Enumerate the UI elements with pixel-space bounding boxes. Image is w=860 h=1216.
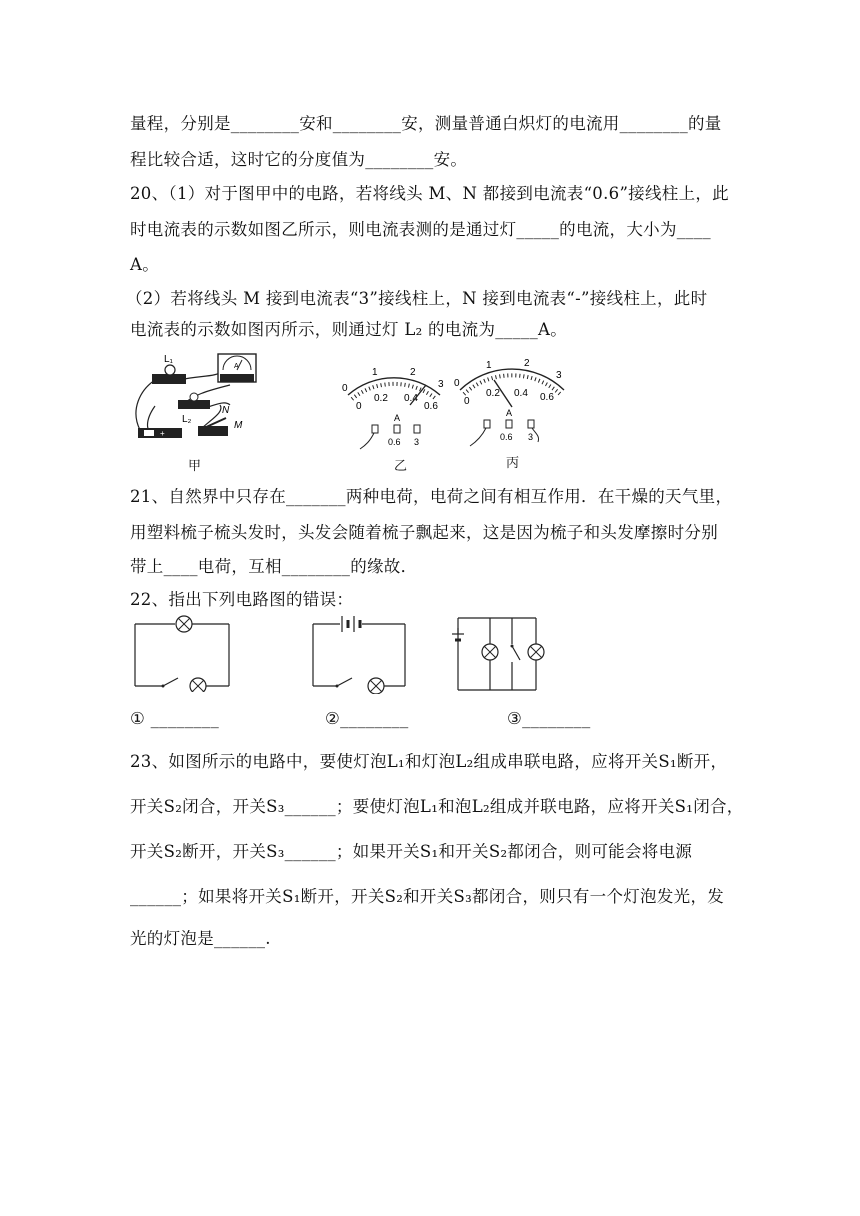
- circuit-diagram-2: [308, 612, 410, 694]
- q21-line-2: 用塑料梳子梳头发时，头发会随着梳子飘起来，这是因为梳子和头发摩擦时分别: [130, 523, 718, 542]
- q20-part2-line-2: 电流表的示数如图丙所示，则通过灯 L₂ 的电流为_____A。: [130, 320, 568, 339]
- svg-text:0.6: 0.6: [424, 401, 438, 412]
- q19-line-1: 量程，分别是________安和________安，测量普通白炽灯的电流用________的量: [130, 114, 722, 133]
- svg-text:3: 3: [556, 370, 562, 381]
- svg-text:1: 1: [486, 360, 492, 371]
- svg-text:0.2: 0.2: [486, 388, 500, 399]
- svg-text:2: 2: [524, 358, 530, 369]
- circuit-diagram-1: [130, 612, 232, 692]
- q23-line-1: 23、如图所示的电路中，要使灯泡L₁和灯泡L₂组成串联电路，应将开关S₁断开，: [130, 752, 728, 771]
- q23-line-5: 光的灯泡是______.: [130, 929, 271, 948]
- svg-text:0: 0: [464, 396, 470, 407]
- label-l2: L₂: [182, 414, 192, 425]
- label-m: M: [234, 420, 243, 431]
- q23-line-2: 开关S₂闭合，开关S₃______；要使灯泡L₁和泡L₂组成并联电路，应将开关S₁闭合，: [130, 797, 744, 816]
- q20-part1-line-2: 时电流表的示数如图乙所示，则电流表测的是通过灯_____的电流，大小为____: [130, 220, 711, 239]
- label-n: N: [222, 405, 230, 416]
- meter-figure-yi: [338, 355, 450, 475]
- svg-text:0: 0: [454, 378, 460, 389]
- svg-text:0.6: 0.6: [540, 392, 554, 403]
- svg-text:+: +: [160, 429, 165, 438]
- q22-line-1: 22、指出下列电路图的错误：: [130, 590, 354, 609]
- circuit-diagram-3: [450, 610, 560, 694]
- svg-text:3: 3: [414, 437, 420, 447]
- q22-answer-3: ③________: [507, 709, 591, 728]
- svg-text:0.4: 0.4: [404, 393, 418, 404]
- svg-text:3: 3: [528, 432, 534, 442]
- svg-text:A: A: [234, 363, 239, 370]
- q19-line-2: 程比较合适，这时它的分度值为________安。: [130, 150, 468, 169]
- svg-text:0.6: 0.6: [500, 432, 513, 442]
- svg-text:A: A: [394, 413, 401, 423]
- q21-line-3: 带上____电荷，互相________的缘故．: [130, 557, 418, 576]
- svg-text:0.6: 0.6: [388, 437, 401, 447]
- label-l1: L₁: [164, 354, 173, 365]
- fig-label-yi: 乙: [394, 459, 408, 474]
- q22-answer-1: ① ________: [130, 709, 220, 728]
- q23-line-3: 开关S₂断开，开关S₃______；如果开关S₁和开关S₂都闭合，则可能会将电源: [130, 842, 693, 861]
- svg-text:0: 0: [342, 383, 348, 394]
- meter-figure-bing: [452, 352, 572, 472]
- svg-text:2: 2: [410, 367, 416, 378]
- svg-text:A: A: [506, 408, 513, 418]
- svg-text:0.4: 0.4: [514, 388, 528, 399]
- q23-line-4: ______；如果将开关S₁断开，开关S₂和开关S₃都闭合，则只有一个灯泡发光，发: [130, 887, 725, 906]
- svg-text:3: 3: [438, 379, 444, 390]
- q22-answer-2: ②________: [325, 709, 409, 728]
- q20-part1-line-1: 20、（1）对于图甲中的电路，若将线头 M、N 都接到电流表“0.6”接线柱上，此: [130, 184, 729, 203]
- q20-part1-line-3: A。: [130, 255, 160, 274]
- svg-text:1: 1: [372, 367, 378, 378]
- circuit-figure-jia: [130, 350, 260, 475]
- q20-part2-line-1: （2）若将线头 M 接到电流表“3”接线柱上，N 接到电流表“-”接线柱上，此时: [126, 289, 708, 308]
- fig-label-jia: 甲: [188, 459, 202, 474]
- fig-label-bing: 丙: [506, 456, 520, 471]
- svg-text:0.2: 0.2: [374, 393, 388, 404]
- svg-text:0: 0: [356, 401, 362, 412]
- q21-line-1: 21、自然界中只存在_______两种电荷，电荷之间有相互作用．在干燥的天气里，: [130, 487, 733, 506]
